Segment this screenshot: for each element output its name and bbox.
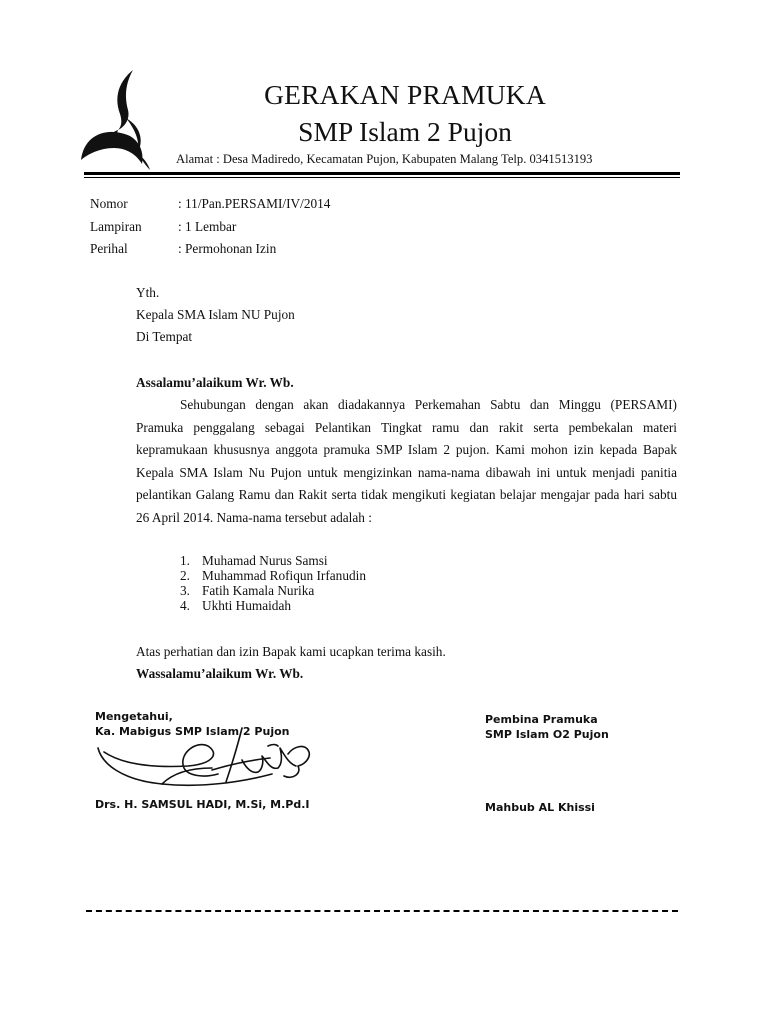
right-signatory-name: Mahbub AL Khissi — [485, 801, 595, 814]
meta-row-subject — [90, 238, 330, 261]
list-item: 3. Fatih Kamala Nurika — [180, 583, 315, 598]
body-paragraph: Sehubungan dengan akan diadakannya Perkemahan Sabtu dan Minggu (PERSAMI) Pramuka penggalang sebagai Pelantikan Tingkat ramu dan rakit serta pembekalan materi kepramukaan khususnya anggota pramuka SMP Islam 2 pujon. Kami mohon izin kepada Bapak Kepala SMA Islam Nu Pujon untuk mengizinkan nama-nama dibawah ini untuk menjadi panitia pelantikan Galang Ramu dan Rakit serta tidak mengikuti kegiatan belajar mengajar pada hari sabtu 26 April 2014. Nama-nama tersebut adalah : — [136, 397, 677, 525]
school-address: Alamat : Desa Madiredo, Kecamatan Pujon, Kabupaten Malang Telp. 0341513193 — [176, 152, 593, 166]
meta-label: Perihal — [90, 241, 128, 256]
right-signatory-line2: SMP Islam O2 Pujon — [485, 728, 609, 741]
school-title: SMP Islam 2 Pujon — [298, 116, 512, 147]
right-signatory-line1: Pembina Pramuka — [485, 713, 598, 726]
closing-sentence: Atas perhatian dan izin Bapak kami ucapkan terima kasih. — [136, 644, 446, 659]
right-signatory-title — [485, 712, 609, 742]
recipient-name: Kepala SMA Islam NU Pujon — [136, 307, 295, 322]
list-item: 2. Muhammad Rofiqun Irfanudin — [180, 568, 366, 583]
names-list — [180, 553, 366, 613]
tunas-kelapa-scout-logo-icon — [78, 68, 152, 172]
list-item: 1. Muhamad Nurus Samsi — [180, 553, 328, 568]
letter-meta — [90, 193, 330, 261]
opening-greeting: Assalamu’alaikum Wr. Wb. — [136, 375, 294, 390]
recipient-place: Di Tempat — [136, 329, 193, 344]
left-signatory-line2: Ka. Mabigus SMP Islam 2 Pujon — [95, 725, 290, 738]
cut-dashed-line — [86, 910, 678, 912]
closing-farewell: Wassalamu’alaikum Wr. Wb. — [136, 666, 304, 681]
list-item: 4. Ukhti Humaidah — [180, 598, 292, 613]
meta-value: : Permohonan Izin — [178, 241, 277, 256]
organization-title: GERAKAN PRAMUKA — [264, 79, 546, 110]
recipient-salutation: Yth. — [136, 285, 160, 300]
recipient-block — [136, 282, 295, 348]
meta-value: : 11/Pan.PERSAMI/IV/2014 — [178, 196, 331, 211]
meta-value: : 1 Lembar — [178, 218, 237, 234]
left-signatory-line1: Mengetahui, — [95, 710, 173, 723]
meta-row-attachment — [90, 216, 330, 239]
meta-label: Nomor — [90, 196, 128, 211]
header-rule-thin — [84, 177, 680, 178]
meta-label: Lampiran — [90, 218, 142, 234]
header-rule-thick — [84, 172, 680, 175]
left-signatory-name: Drs. H. SAMSUL HADI, M.Si, M.Pd.I — [95, 798, 310, 811]
meta-row-number — [90, 193, 330, 216]
